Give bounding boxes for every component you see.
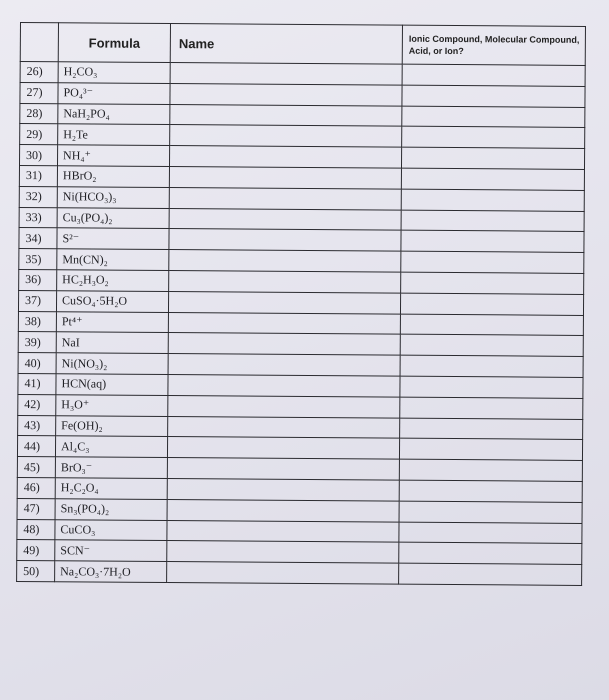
name-answer-cell[interactable] bbox=[170, 104, 402, 126]
row-number: 26) bbox=[20, 62, 58, 83]
type-answer-cell[interactable] bbox=[401, 231, 584, 253]
row-number: 32) bbox=[19, 186, 57, 207]
row-number: 31) bbox=[19, 165, 57, 186]
header-compound-type: Ionic Compound, Molecular Compound, Acid, or Ion? bbox=[402, 25, 585, 65]
name-answer-cell[interactable] bbox=[167, 478, 399, 500]
type-answer-cell[interactable] bbox=[402, 127, 585, 149]
row-number: 42) bbox=[18, 394, 56, 415]
formula-cell: Ni(NO₃)₂ bbox=[56, 353, 168, 375]
name-answer-cell[interactable] bbox=[169, 271, 401, 293]
formula-cell: Ni(HCO₃)₃ bbox=[57, 187, 169, 209]
compound-table bbox=[16, 22, 586, 586]
header-number bbox=[20, 23, 58, 62]
table-body bbox=[17, 62, 586, 586]
formula-cell: NaH₂PO₄ bbox=[58, 103, 170, 125]
row-number: 29) bbox=[20, 124, 58, 145]
name-answer-cell[interactable] bbox=[170, 125, 402, 147]
type-answer-cell[interactable] bbox=[399, 542, 582, 564]
name-answer-cell[interactable] bbox=[170, 83, 402, 105]
type-answer-cell[interactable] bbox=[401, 189, 584, 211]
name-answer-cell[interactable] bbox=[168, 416, 400, 438]
formula-cell: Na₂CO₃·7H₂O bbox=[55, 561, 167, 583]
row-number: 30) bbox=[19, 145, 57, 166]
type-answer-cell[interactable] bbox=[401, 251, 584, 273]
name-answer-cell[interactable] bbox=[169, 229, 401, 251]
name-answer-cell[interactable] bbox=[170, 63, 402, 85]
type-answer-cell[interactable] bbox=[401, 147, 584, 169]
row-number: 34) bbox=[19, 228, 57, 249]
row-number: 45) bbox=[17, 457, 55, 478]
row-number: 41) bbox=[18, 373, 56, 394]
name-answer-cell[interactable] bbox=[167, 520, 399, 542]
row-number: 27) bbox=[20, 82, 58, 103]
formula-cell: CuSO₄·5H₂O bbox=[56, 291, 168, 313]
row-number: 40) bbox=[18, 353, 56, 374]
type-answer-cell[interactable] bbox=[401, 272, 584, 294]
name-answer-cell[interactable] bbox=[169, 167, 401, 189]
formula-cell: H₃O⁺ bbox=[56, 395, 168, 417]
formula-cell: Fe(OH)₂ bbox=[56, 415, 168, 437]
formula-cell: Sn₃(PO₄)₂ bbox=[55, 498, 167, 520]
row-number: 35) bbox=[19, 249, 57, 270]
name-answer-cell[interactable] bbox=[169, 208, 401, 230]
formula-cell: SCN⁻ bbox=[55, 540, 167, 562]
name-answer-cell[interactable] bbox=[168, 354, 400, 376]
formula-cell: BrO₃⁻ bbox=[55, 457, 167, 479]
type-answer-cell[interactable] bbox=[400, 314, 583, 336]
type-answer-cell[interactable] bbox=[399, 439, 582, 461]
formula-cell: H₂C₂O₄ bbox=[55, 478, 167, 500]
name-answer-cell[interactable] bbox=[167, 541, 399, 563]
row-number: 49) bbox=[17, 540, 55, 561]
name-answer-cell[interactable] bbox=[168, 374, 400, 396]
header-row bbox=[20, 23, 585, 66]
formula-cell: HCN(aq) bbox=[56, 374, 168, 396]
formula-cell: Cu₃(PO₄)₂ bbox=[57, 207, 169, 229]
type-answer-cell[interactable] bbox=[402, 106, 585, 128]
name-answer-cell[interactable] bbox=[168, 291, 400, 313]
type-answer-cell[interactable] bbox=[402, 64, 585, 86]
formula-cell: H₂CO₃ bbox=[58, 62, 170, 84]
type-answer-cell[interactable] bbox=[400, 418, 583, 440]
row-number: 50) bbox=[17, 561, 55, 582]
formula-cell: Mn(CN)₂ bbox=[57, 249, 169, 271]
row-number: 28) bbox=[20, 103, 58, 124]
formula-cell: CuCO₃ bbox=[55, 519, 167, 541]
type-answer-cell[interactable] bbox=[399, 480, 582, 502]
type-answer-cell[interactable] bbox=[401, 210, 584, 232]
name-answer-cell[interactable] bbox=[168, 312, 400, 334]
formula-cell: HBrO₂ bbox=[57, 166, 169, 188]
row-number: 46) bbox=[17, 477, 55, 498]
header-formula: Formula bbox=[58, 23, 170, 63]
row-number: 44) bbox=[17, 436, 55, 457]
formula-cell: Al₄C₃ bbox=[55, 436, 167, 458]
formula-cell: Pt⁴⁺ bbox=[56, 311, 168, 333]
type-answer-cell[interactable] bbox=[400, 293, 583, 315]
name-answer-cell[interactable] bbox=[169, 187, 401, 209]
formula-cell: H₂Te bbox=[58, 124, 170, 146]
row-number: 38) bbox=[18, 311, 56, 332]
type-answer-cell[interactable] bbox=[400, 335, 583, 357]
formula-cell: NaI bbox=[56, 332, 168, 354]
row-number: 37) bbox=[18, 290, 56, 311]
name-answer-cell[interactable] bbox=[169, 250, 401, 272]
type-answer-cell[interactable] bbox=[402, 85, 585, 107]
row-number: 36) bbox=[19, 269, 57, 290]
type-answer-cell[interactable] bbox=[400, 397, 583, 419]
name-answer-cell[interactable] bbox=[169, 146, 401, 168]
type-answer-cell[interactable] bbox=[401, 168, 584, 190]
name-answer-cell[interactable] bbox=[168, 333, 400, 355]
type-answer-cell[interactable] bbox=[399, 522, 582, 544]
name-answer-cell[interactable] bbox=[167, 499, 399, 521]
row-number: 48) bbox=[17, 519, 55, 540]
name-answer-cell[interactable] bbox=[167, 562, 399, 584]
table-row bbox=[17, 561, 582, 586]
type-answer-cell[interactable] bbox=[400, 355, 583, 377]
row-number: 39) bbox=[18, 332, 56, 353]
row-number: 43) bbox=[18, 415, 56, 436]
row-number: 33) bbox=[19, 207, 57, 228]
formula-cell: HC₂H₃O₂ bbox=[57, 270, 169, 292]
formula-cell: PO₄³⁻ bbox=[58, 83, 170, 105]
header-name: Name bbox=[170, 24, 402, 65]
name-answer-cell[interactable] bbox=[167, 458, 399, 480]
row-number: 47) bbox=[17, 498, 55, 519]
type-answer-cell[interactable] bbox=[400, 376, 583, 398]
name-answer-cell[interactable] bbox=[168, 395, 400, 417]
type-answer-cell[interactable] bbox=[399, 501, 582, 523]
name-answer-cell[interactable] bbox=[167, 437, 399, 459]
type-answer-cell[interactable] bbox=[399, 459, 582, 481]
formula-cell: NH₄⁺ bbox=[57, 145, 169, 167]
type-answer-cell[interactable] bbox=[399, 563, 582, 585]
formula-cell: S²⁻ bbox=[57, 228, 169, 250]
